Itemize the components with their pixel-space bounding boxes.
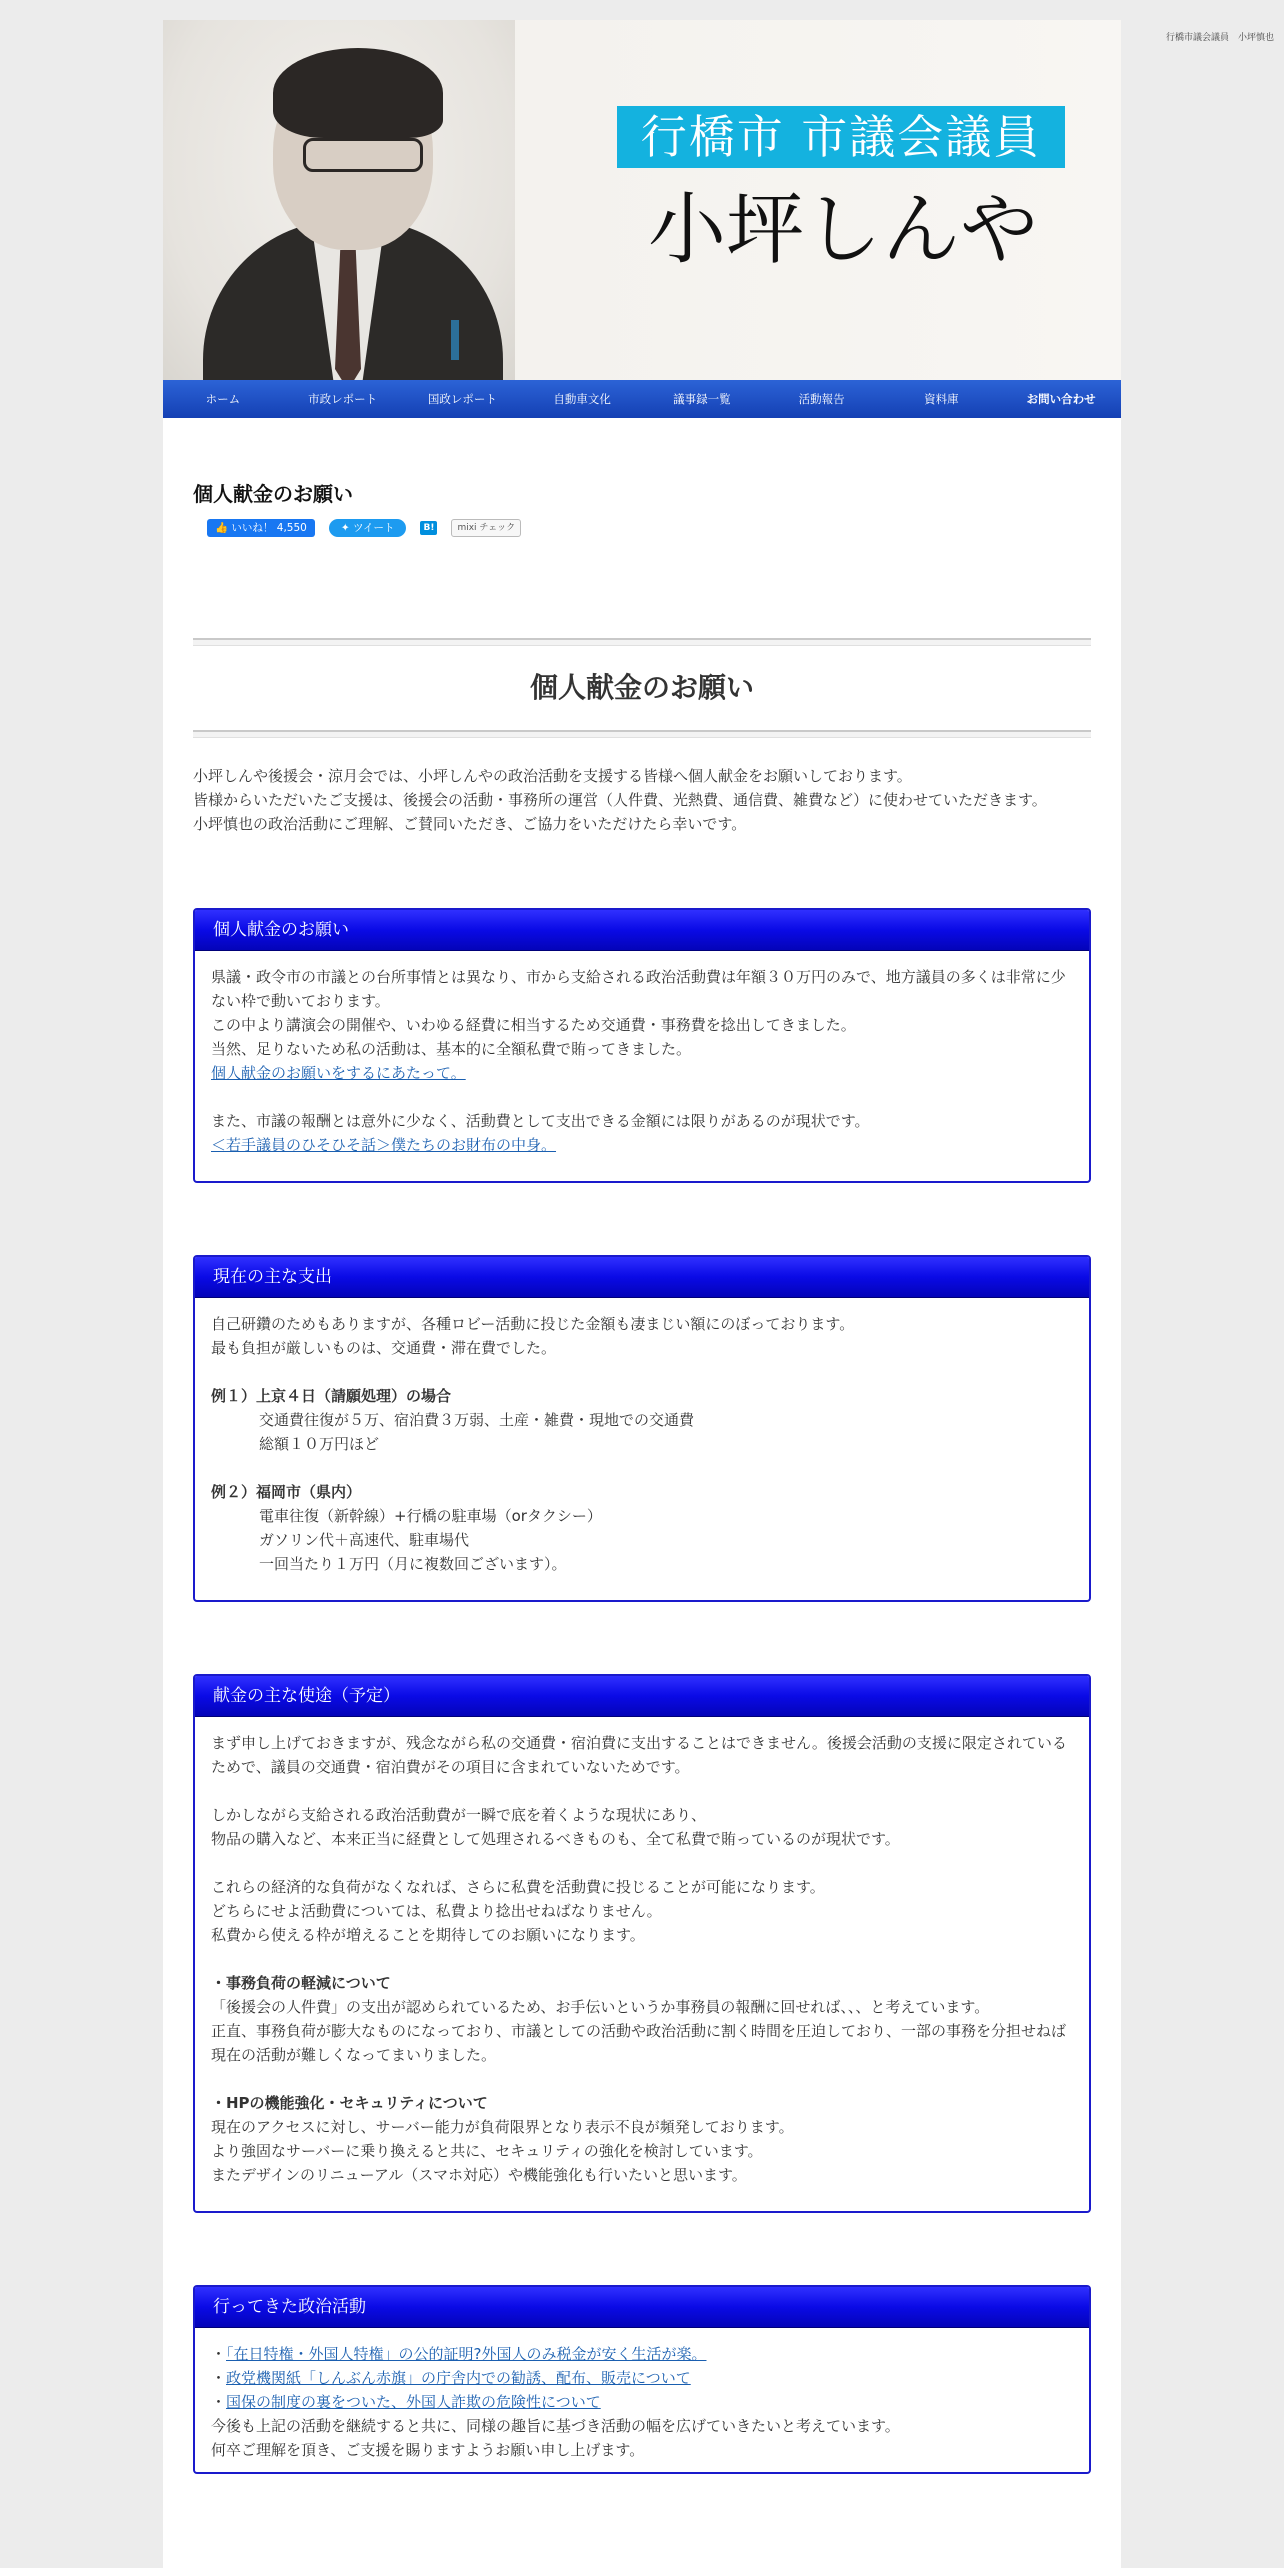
bullet: ・ (211, 2393, 227, 2411)
intro-text (193, 764, 1091, 836)
nav-home[interactable]: ホーム (205, 392, 241, 406)
example-heading: 例２）福岡市（県内） (211, 1483, 362, 1501)
nav-national-report[interactable]: 国政レポート (427, 392, 497, 406)
text-line: この中より講演会の開催や、いわゆる経費に相当するため交通費・事務費を捻出してきました。 (211, 1016, 856, 1034)
divider-top (193, 638, 1091, 646)
header-title-badge: 行橋市 市議会議員 (617, 106, 1065, 168)
box-title: 個人献金のお願い (195, 910, 1089, 951)
site-tagline: 行橋市議会議員 小坪慎也 (1165, 33, 1274, 43)
link-donation-request[interactable]: 個人献金のお願いをするにあたって。 (211, 1064, 466, 1082)
box-body (195, 2328, 1089, 2472)
intro-line: 小坪しんや後援会・涼月会では、小坪しんやの政治活動を支援する皆様へ個人献金をお願いしております。 (193, 767, 912, 785)
text-line: 自己研鑽のためもありますが、各種ロビー活動に投じた金額も凄まじい額にのぼっております。 (211, 1315, 855, 1333)
thumbs-up-icon: 👍 (215, 522, 229, 534)
activities-box (193, 2285, 1091, 2474)
link-foreigner-privilege[interactable]: 「在日特権・外国人特権」の公的証明?外国人のみ税金が安く生活が楽。 (226, 2345, 707, 2363)
text-line: 一回当たり１万円（月に複数回ございます）。 (259, 1555, 567, 1573)
text-line: ガソリン代＋高速代、駐車場代 (259, 1531, 470, 1549)
nav-city-report[interactable]: 市政レポート (308, 392, 378, 406)
text-line: またデザインのリニューアル（スマホ対応）や機能強化も行いたいと思います。 (211, 2166, 747, 2184)
main-nav (163, 380, 1121, 418)
tweet-button[interactable] (329, 519, 407, 537)
box-title: 献金の主な使途（予定） (195, 1676, 1089, 1717)
usage-box (193, 1674, 1091, 2213)
page-container (163, 20, 1121, 2568)
subheading: ・HPの機能強化・セキュリティについて (211, 2094, 488, 2112)
text-line: まず申し上げておきますが、残念ながら私の交通費・宿泊費に支出することはできません。後援会活動の支援に限定されているためで、議員の交通費・宿泊費がその項目に含まれていないためです。 (211, 1734, 1067, 1776)
text-line: 現在のアクセスに対し、サーバー能力が負荷限界となり表示不良が頻発しております。 (211, 2118, 794, 2136)
social-buttons (207, 518, 1091, 538)
bullet: ・ (211, 2345, 227, 2363)
site-header[interactable] (163, 20, 1121, 380)
nav-activity[interactable]: 活動報告 (798, 392, 845, 406)
example-heading: 例１）上京４日（請願処理）の場合 (211, 1387, 452, 1405)
twitter-bird-icon: ✦ (340, 522, 350, 534)
intro-line: 皆様からいただいたご支援は、後援会の活動・事務所の運営（人件費、光熱費、通信費、雑費など）に使わせていただきます。 (193, 791, 1047, 809)
subheading: ・事務負荷の軽減について (211, 1974, 391, 1992)
nav-contact[interactable]: お問い合わせ (1026, 392, 1096, 406)
hatena-bookmark-icon[interactable]: B! (420, 521, 437, 535)
tweet-label: ツイート (352, 522, 395, 534)
link-akahata[interactable]: 政党機関紙「しんぶん赤旗」の庁舎内での勧誘、配布、販売について (226, 2369, 691, 2387)
box-title: 現在の主な支出 (195, 1257, 1089, 1298)
nav-car-culture[interactable]: 自動車文化 (553, 392, 611, 406)
nav-library[interactable]: 資料庫 (924, 392, 959, 406)
box-body (195, 1298, 1089, 1600)
divider-bottom (193, 730, 1091, 738)
text-line: 「後援会の人件費」の支出が認められているため、お手伝いというか事務員の報酬に回せれば、、、と考えています。 (211, 1998, 990, 2016)
section-title: 個人献金のお願い (529, 671, 754, 704)
mixi-check-button[interactable]: mixi チェック (451, 519, 521, 537)
page-title: 個人献金のお願い (193, 482, 353, 506)
text-line: 県議・政令市の市議との台所事情とは異なり、市から支給される政治活動費は年額３０万円のみで、地方議員の多くは非常に少ない枠で動いております。 (211, 968, 1066, 1010)
text-line: また、市議の報酬とは意外に少なく、活動費として支出できる金額には限りがあるのが現状です。 (211, 1112, 870, 1130)
main-content (163, 418, 1121, 2474)
box-title: 行ってきた政治活動 (195, 2287, 1089, 2328)
text-line: 電車往復（新幹線）+行橋の駐車場（orタクシー） (259, 1507, 602, 1525)
text-line: 私費から使える枠が増えることを期待してのお願いになります。 (211, 1926, 645, 1944)
text-line: これらの経済的な負荷がなくなれば、さらに私費を活動費に投じることが可能になります。 (211, 1878, 825, 1896)
text-line: 何卒ご理解を頂き、ご支援を賜りますようお願い申し上げます。 (211, 2441, 645, 2459)
text-line: 当然、足りないため私の活動は、基本的に全額私費で賄ってきました。 (211, 1040, 692, 1058)
text-line: より強固なサーバーに乗り換えると共に、セキュリティの強化を検討しています。 (211, 2142, 763, 2160)
text-line: しかしながら支給される政治活動費が一瞬で底を着くような現状にあり、 (211, 1806, 707, 1824)
text-line: 最も負担が厳しいものは、交通費・滞在費でした。 (211, 1339, 557, 1357)
text-line: 総額１０万円ほど (259, 1435, 380, 1453)
box-body (195, 951, 1089, 1181)
donation-request-box (193, 908, 1091, 1183)
portrait-photo (163, 20, 515, 380)
box-body (195, 1717, 1089, 2211)
text-line: 正直、事務負荷が膨大なものになっており、市議としての活動や政治活動に割く時間を圧迫しており、一部の事務を分担せねば現在の活動が難しくなってまいりました。 (211, 2022, 1067, 2064)
link-wallet-story[interactable]: ＜若手議員のひそひそ話＞僕たちのお財布の中身。 (211, 1136, 557, 1154)
expenses-box (193, 1255, 1091, 1602)
text-line: 交通費往復が５万、宿泊費３万弱、土産・雑費・現地での交通費 (259, 1411, 695, 1429)
nav-minutes[interactable]: 議事録一覧 (673, 392, 731, 406)
intro-line: 小坪慎也の政治活動にご理解、ご賛同いただき、ご協力をいただけたら幸いです。 (193, 815, 747, 833)
link-health-insurance-fraud[interactable]: 国保の制度の裏をついた、外国人詐欺の危険性について (226, 2393, 601, 2411)
like-label: いいね！ 4,550 (231, 522, 307, 534)
facebook-like-button[interactable] (207, 519, 315, 537)
bullet: ・ (211, 2369, 227, 2387)
text-line: 物品の購入など、本来正当に経費として処理されるべきものも、全て私費で賄っているのが現状です。 (211, 1830, 900, 1848)
header-name: 小坪しんや (647, 185, 1038, 275)
text-line: 今後も上記の活動を継続すると共に、同様の趣旨に基づき活動の幅を広げていきたいと考えています。 (211, 2417, 900, 2435)
text-line: どちらにせよ活動費については、私費より捻出せねばなりません。 (211, 1902, 662, 1920)
